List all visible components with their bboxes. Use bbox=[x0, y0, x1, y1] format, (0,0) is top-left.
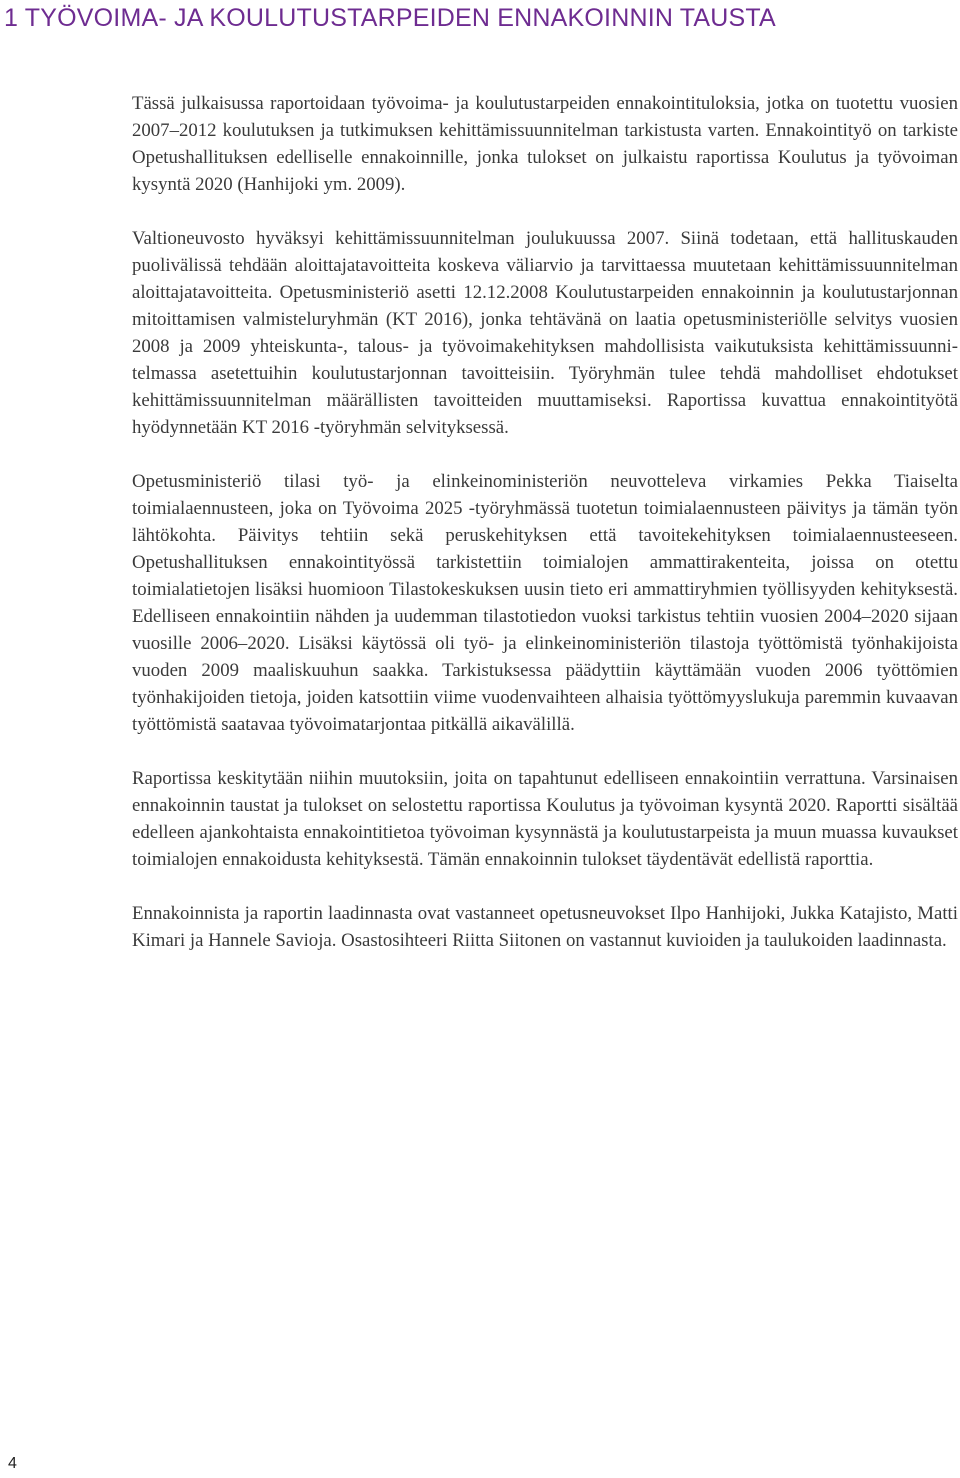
paragraph-2: Valtioneuvosto hyväksyi kehittämissuunnitelman joulukuussa 2007. Siinä todetaan, että hallituskauden puolivälissä tehdään aloittajatavoitteita koskeva väliarvio ja tarvittaessa muutetaan kehittämissuunnitelman aloittajatavoitteita. Opetusministeriö asetti 12.12.2008 Koulutustarpeiden ennakoinnin ja koulutustarjonnan mitoittamisen valmisteluryhmän (KT 2016), jonka tehtävänä on laatia opetusministeriölle selvitys vuosien 2008 ja 2009 yhteiskunta-, talous- ja työvoimakehityksen mahdollisista vaikutuksista kehittämissuunnitelmassa asetettuihin koulutustarjonnan tavoitteisiin. Työryhmän tulee tehdä mahdolliset ehdotukset kehittämissuunnitelman määrällisten tavoitteiden muuttamiseksi. Raportissa kuvattua ennakointityötä hyödynnetään KT 2016 -työryhmän selvityksessä. bbox=[132, 228, 958, 438]
paragraph-3: Opetusministeriö tilasi työ- ja elinkeinoministeriön neuvotteleva virkamies Pekka Tiaiselta toimialaennusteen, joka on Työvoima 2025 -työryhmässä tuotetun toimialaennusteen päivitys ja tämän työn lähtökohta. Päivitys tehtiin sekä peruskehityksen että tavoitekehityksen toimialaennusteeseen. Opetushallituksen ennakointityössä tarkistettiin toimialojen ammattirakenteita, joissa on otettu toimialatietojen lisäksi huomioon Tilastokeskuksen uusin tieto eri ammattiryhmien työllisyyden kehityksestä. Edelliseen ennakointiin nähden ja uudemman tilastotiedon vuoksi tarkistus tehtiin vuosien 2004–2020 sijaan vuosille 2006–2020. Lisäksi käytössä oli työ- ja elinkeinoministeriön tilastoja työttömistä työnhakijoista vuoden 2009 maaliskuuhun saakka. Tarkistuksessa päädyttiin käyttämään vuoden 2006 työttömien työnhakijoiden tietoja, joiden katsottiin viime vuodenvaihteen alhaisia työttömyyslukuja paremmin kuvaavan työttömistä saatavaa työvoimatarjontaa pitkällä aikavälillä. bbox=[132, 471, 958, 735]
paragraph-4: Raportissa keskitytään niihin muutoksiin, joita on tapahtunut edelliseen ennakointiin verrattuna. Varsinaisen ennakoinnin taustat ja tulokset on selostettu raportissa Koulutus ja työvoiman kysyntä 2020. Raportti sisältää edelleen ajankohtaista ennakointitietoa työvoiman kysynnästä ja koulutustarpeista ja muun muassa kuvaukset toimialojen ennakoidusta kehityksestä. Tämän ennakoinnin tulokset täydentävät edellistä raporttia. bbox=[132, 768, 958, 870]
page-number: 4 bbox=[8, 1455, 17, 1472]
body-text bbox=[132, 90, 958, 981]
chapter-heading: 1 TYÖVOIMA- JA KOULUTUSTARPEIDEN ENNAKOINNIN TAUSTA bbox=[4, 4, 776, 32]
paragraph-1: Tässä julkaisussa raportoidaan työvoima- ja koulutustarpeiden ennakointituloksia, jotka on tuotettu vuosien 2007–2012 koulutuksen ja tutkimuksen kehittämissuunnitelman tarkistusta varten. Ennakointityö on tarkiste Opetushallituksen edelliselle ennakoinnille, jonka tulokset on julkaistu raportissa Koulutus ja työvoiman kysyntä 2020 (Hanhijoki ym. 2009). bbox=[132, 93, 958, 195]
paragraph-5: Ennakoinnista ja raportin laadinnasta ovat vastanneet opetusneuvokset Ilpo Hanhijoki, Jukka Katajisto, Matti Kimari ja Hannele Savioja. Osastosihteeri Riitta Siitonen on vastannut kuvioiden ja taulukoiden laadinnasta. bbox=[132, 903, 958, 951]
